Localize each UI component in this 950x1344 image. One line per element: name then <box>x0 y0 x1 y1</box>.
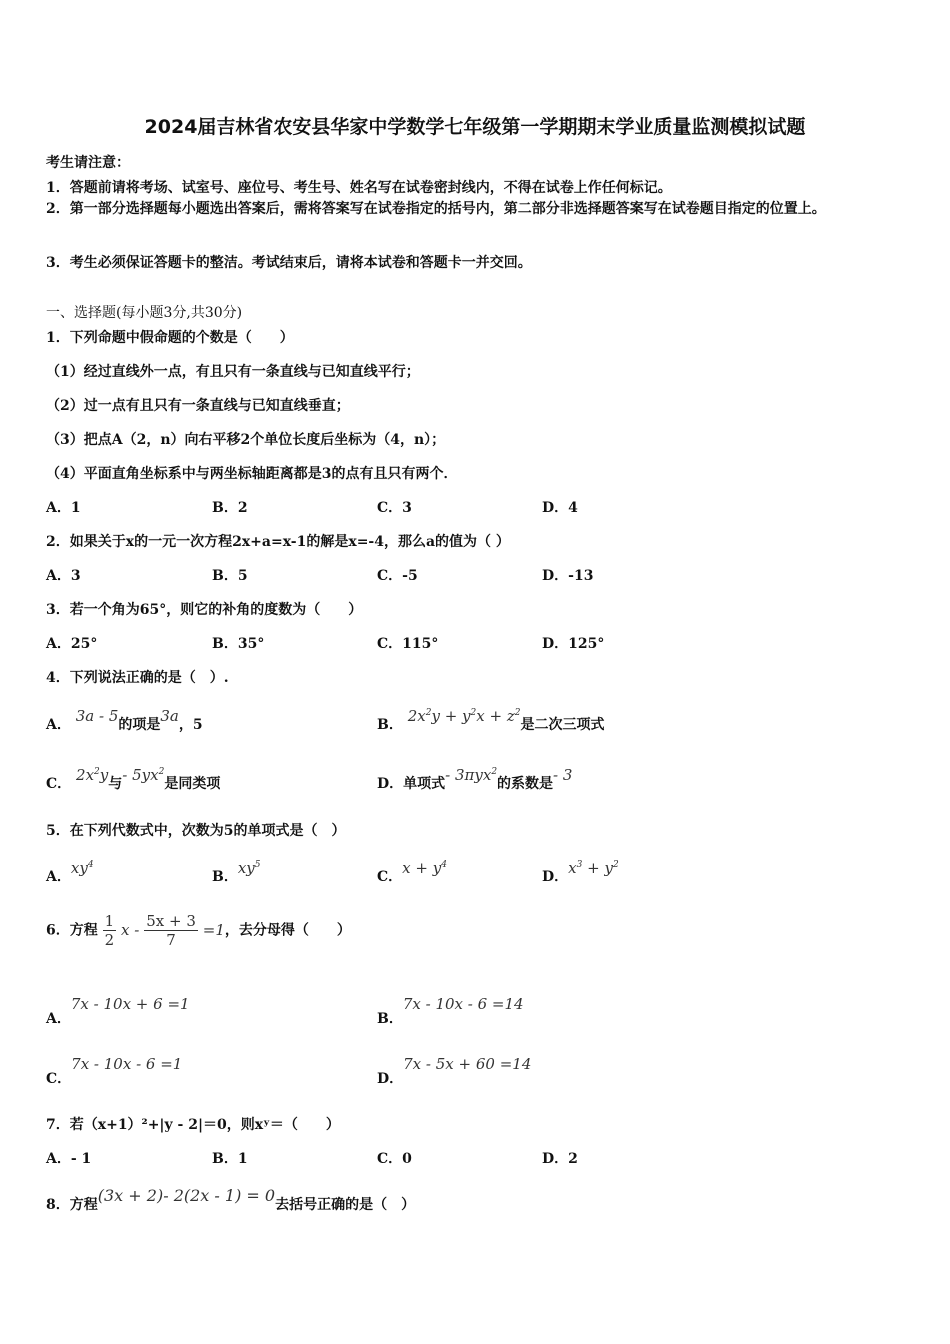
q4-d-text: 的系数是 <box>497 776 554 792</box>
q5-a-math: $xy^4$ <box>70 859 94 877</box>
q4-option-c <box>46 766 221 793</box>
q7-option-c: C．0 <box>377 1151 412 1167</box>
q7-option-d: D．2 <box>542 1151 578 1167</box>
q5-c-label: C． <box>377 869 403 885</box>
q6-option-b <box>377 995 524 1028</box>
q6-label: 6．方程 <box>46 922 98 939</box>
q6-a-label: A． <box>46 1011 71 1027</box>
q4-b-math: $2x^2y + y^2x + z^2$ <box>407 707 521 725</box>
q4-c-label: C． <box>46 776 72 792</box>
q2-option-b: B．5 <box>212 568 248 584</box>
q6-c-math: 7x - 10x - 6 =1 <box>71 1055 183 1073</box>
q6-option-c <box>46 1055 183 1088</box>
q4-d-math-1: - 3πyx$^2$ <box>445 766 498 784</box>
q5-option-a <box>46 859 94 886</box>
page-title: 2024届吉林省农安县华家中学数学七年级第一学期期末学业质量监测模拟试题 <box>144 116 806 138</box>
q5-b-math: $xy^5$ <box>237 859 261 877</box>
q3-option-c: C．115° <box>377 636 439 652</box>
q4-option-d <box>377 766 573 793</box>
q4-c-math-1: $2x^2y$ <box>76 766 109 784</box>
q6-option-d <box>377 1055 532 1088</box>
q5-option-b <box>212 859 261 886</box>
q1-statement-3: （3）把点A（2，n）向右平移2个单位长度后坐标为（4，n）； <box>46 432 446 448</box>
q6-d-math: 7x - 5x + 60 =14 <box>403 1055 532 1073</box>
q3-option-a: A．25° <box>46 636 98 652</box>
q1-stem: 1．下列命题中假命题的个数是（ ） <box>46 330 294 346</box>
q5-d-label: D． <box>542 869 569 885</box>
q2-option-c: C．-5 <box>377 568 418 584</box>
q1-option-d: D．4 <box>542 500 578 516</box>
q2-option-d: D．-13 <box>542 568 594 584</box>
q4-d-math-2: - 3 <box>553 766 573 784</box>
section-heading: 一、选择题(每小题3分,共30分) <box>46 305 243 321</box>
q6-d-label: D． <box>377 1071 404 1087</box>
q4-a-text-1: 的项是 <box>118 717 161 733</box>
q3-stem: 3．若一个角为65°，则它的补角的度数为（ ） <box>46 602 363 618</box>
q8-stem <box>46 1186 416 1214</box>
q4-option-b <box>377 707 605 734</box>
q4-stem: 4．下列说法正确的是（ ）. <box>46 670 229 686</box>
q7-stem: 7．若（x+1）²+|y - 2|＝0，则xʸ＝（ ） <box>46 1117 340 1133</box>
q6-option-a <box>46 995 190 1028</box>
q5-d-math: $x^3 + y^2$ <box>568 859 619 877</box>
q6-stem <box>46 912 351 949</box>
q6-tail: ，去分母得（ ） <box>224 922 351 939</box>
q4-option-a <box>46 707 203 734</box>
q1-statement-2: （2）过一点有且只有一条直线与已知直线垂直； <box>46 398 350 414</box>
q6-fraction-2: $\frac{5x + 3}{7}$ <box>146 912 196 949</box>
q4-b-label: B． <box>377 717 403 733</box>
q1-option-b: B．2 <box>212 500 248 516</box>
q4-c-text-1: 与 <box>108 776 123 792</box>
q7-option-a: A．- 1 <box>46 1151 92 1167</box>
q4-a-math-1: 3a - 5 <box>75 707 119 725</box>
q4-b-text: 是二次三项式 <box>520 717 605 733</box>
q3-option-b: B．35° <box>212 636 265 652</box>
q4-a-math-2: 3a <box>160 707 179 725</box>
q6-mid: x - <box>121 920 140 939</box>
notice-item-2: 2．第一部分选择题每小题选出答案后，需将答案写在试卷指定的括号内，第二部分非选择题答案写在试卷题目指定的位置上。 <box>46 201 826 217</box>
q3-option-d: D．125° <box>542 636 605 652</box>
q5-stem: 5．在下列代数式中，次数为5的单项式是（ ） <box>46 823 346 839</box>
q5-option-d <box>542 859 619 886</box>
q5-c-math: $x + y^4$ <box>402 859 447 877</box>
q5-a-label: A． <box>46 869 71 885</box>
q5-b-label: B． <box>212 869 238 885</box>
q6-fraction-1: $\frac{1}{2}$ <box>104 912 115 949</box>
notice-heading: 考生请注意： <box>46 155 130 171</box>
q1-option-c: C．3 <box>377 500 412 516</box>
q4-a-text-2: ，5 <box>178 717 203 733</box>
q6-c-label: C． <box>46 1071 72 1087</box>
q6-b-math: 7x - 10x - 6 =14 <box>402 995 524 1013</box>
q4-d-label: D．单项式 <box>377 776 446 792</box>
notice-item-1: 1．答题前请将考场、试室号、座位号、考生号、姓名写在试卷密封线内，不得在试卷上作任何标记。 <box>46 180 672 196</box>
q8-label: 8．方程 <box>46 1197 98 1213</box>
q8-tail: 去括号正确的是（ ） <box>275 1197 416 1213</box>
q6-b-label: B． <box>377 1011 403 1027</box>
q6-equals: =1 <box>202 920 225 939</box>
q1-statement-4: （4）平面直角坐标系中与两坐标轴距离都是3的点有且只有两个． <box>46 466 458 482</box>
notice-item-3: 3．考生必须保证答题卡的整洁。考试结束后，请将本试卷和答题卡一并交回。 <box>46 255 532 271</box>
q1-statement-1: （1）经过直线外一点，有且只有一条直线与已知直线平行； <box>46 364 420 380</box>
q2-option-a: A．3 <box>46 568 81 584</box>
q8-math: (3x + 2)- 2(2x - 1) = 0 <box>97 1186 276 1205</box>
q6-a-math: 7x - 10x + 6 =1 <box>70 995 190 1013</box>
q5-option-c <box>377 859 447 886</box>
q4-c-math-2: - $5yx^2$ <box>122 766 165 784</box>
q7-option-b: B．1 <box>212 1151 248 1167</box>
q1-option-a: A．1 <box>46 500 81 516</box>
q4-a-label: A． <box>46 717 71 733</box>
q2-stem: 2．如果关于x的一元一次方程2x+a=x-1的解是x=-4，那么a的值为（ ） <box>46 534 510 550</box>
q4-c-text-2: 是同类项 <box>164 776 221 792</box>
